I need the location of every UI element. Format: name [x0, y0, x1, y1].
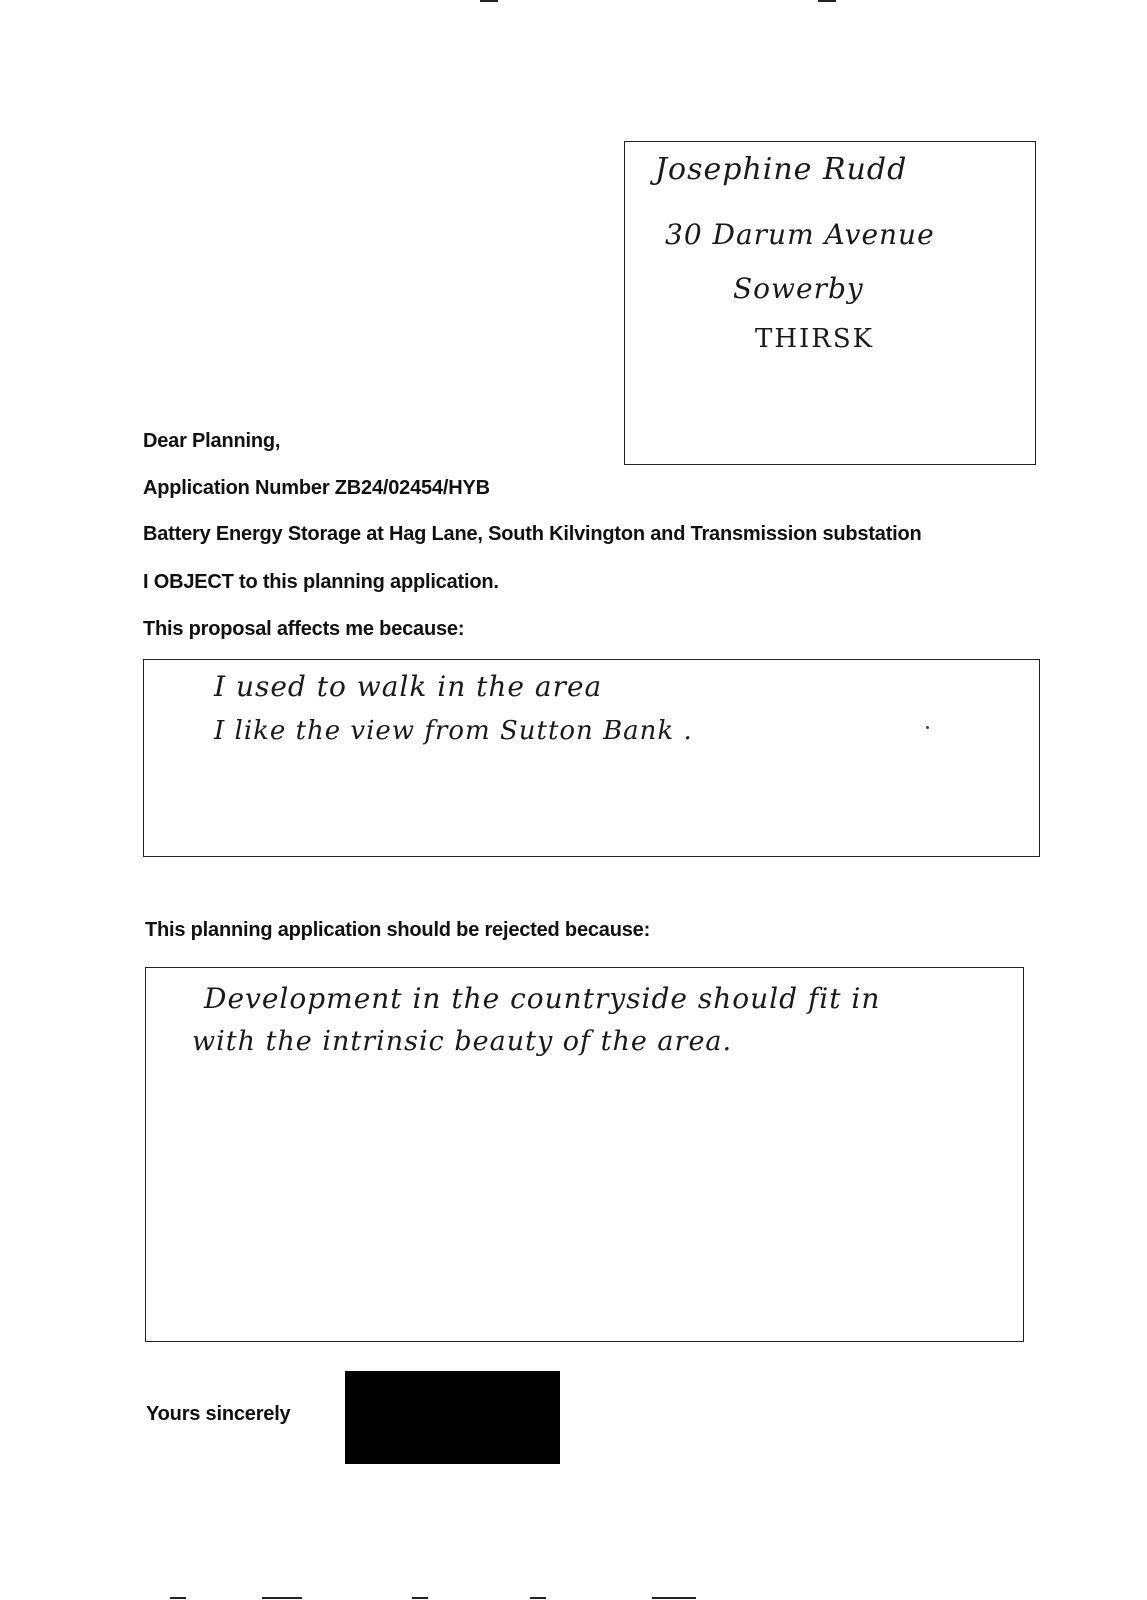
- scan-mark: [170, 1597, 186, 1599]
- affects-response-box: [143, 659, 1040, 857]
- address-city: THIRSK: [755, 324, 875, 354]
- scan-mark: [530, 1597, 546, 1599]
- reject-response-box: [145, 967, 1024, 1342]
- application-number: Application Number ZB24/02454/HYB: [143, 477, 490, 499]
- objection-statement: I OBJECT to this planning application.: [143, 571, 499, 593]
- address-street: 30 Darum Avenue: [665, 218, 935, 251]
- address-name: Josephine Rudd: [655, 152, 908, 187]
- stray-mark: [926, 726, 929, 729]
- scan-mark: [412, 1597, 428, 1599]
- scan-mark: [480, 0, 498, 2]
- salutation: Dear Planning,: [143, 430, 281, 452]
- reject-label: This planning application should be rejected because:: [145, 919, 651, 941]
- address-town: Sowerby: [733, 272, 864, 305]
- scan-mark: [652, 1597, 696, 1599]
- scan-mark: [262, 1597, 302, 1599]
- affects-response-line: I like the view from Sutton Bank .: [214, 716, 693, 746]
- scan-mark: [818, 0, 836, 2]
- closing: Yours sincerely: [146, 1403, 291, 1425]
- address-box: [624, 141, 1036, 465]
- reject-response-line: with the intrinsic beauty of the area.: [192, 1026, 733, 1057]
- affects-response-line: I used to walk in the area: [214, 670, 603, 703]
- application-subject: Battery Energy Storage at Hag Lane, South Kilvington and Transmission substation: [143, 523, 922, 545]
- reject-response-line: Development in the countryside should fit in: [204, 982, 881, 1015]
- affects-label: This proposal affects me because:: [143, 618, 465, 640]
- signature-redaction: [345, 1371, 560, 1464]
